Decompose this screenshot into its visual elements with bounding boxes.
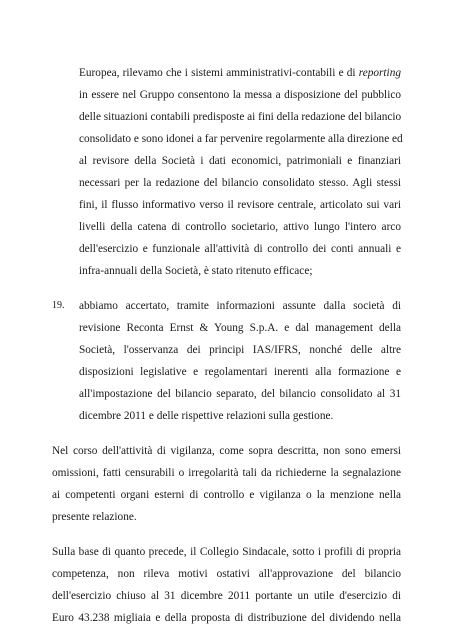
item19-number: 19. (52, 300, 65, 311)
item19-line-5: all'impostazione del bilancio separato, del bilancio consolidato al 31 (79, 388, 401, 400)
italic-term: reporting (358, 67, 401, 79)
para-collegio-line-3: dell'esercizio chiuso al 31 dicembre 2011 portante un utile d'esercizio di (52, 590, 401, 602)
para-vigilanza-line-3: ai competenti organi esterni di controllo e vigilanza o la menzione nella (52, 489, 401, 501)
item19-line-1: abbiamo accertato, tramite informazioni assunte dalla società di (79, 300, 401, 312)
item18-line-6: necessari per la redazione del bilancio consolidato stesso. Agli stessi (79, 177, 401, 189)
para-vigilanza-line-1: Nel corso dell'attività di vigilanza, come sopra descritta, non sono emersi (52, 445, 401, 457)
item19-line-2: revisione Reconta Ernst & Young S.p.A. e dal management della (79, 322, 401, 334)
item18-line-3: delle situazioni contabili predisposte ai fini della redazione del bilancio (79, 111, 402, 123)
item18-line-9: dell'esercizio e funzionale all'attività di controllo dei conti annuali e (79, 243, 401, 255)
item18-line-10: infra-annuali della Società, è stato ritenuto efficace; (79, 265, 313, 277)
item19-line-4: disposizioni legislative e regolamentari inerenti alla formazione e (79, 366, 401, 378)
item18-line-8: livelli della catena di controllo societario, attivo lungo l'intero arco (79, 221, 401, 233)
para-vigilanza-line-4: presente relazione. (52, 511, 137, 523)
para-collegio-line-1: Sulla base di quanto precede, il Collegio Sindacale, sotto i profili di propria (52, 546, 401, 558)
para-collegio-line-2: competenza, non rileva motivi ostativi all'approvazione del bilancio (52, 568, 401, 580)
item18-line-4: consolidato e sono idonei a far pervenire regolarmente alla direzione ed (79, 133, 403, 145)
item19-line-3: Società, l'osservanza dei principi IAS/IFRS, nonché delle altre (79, 344, 401, 356)
item18-line-7: fini, il flusso informativo verso il revisore centrale, articolato sui vari (79, 199, 401, 211)
para-collegio-line-4: Euro 43.238 migliaia e della proposta di distribuzione del dividendo nella (52, 612, 401, 624)
item18-line-2: in essere nel Gruppo consentono la messa a disposizione del pubblico (79, 89, 401, 101)
item18-line-1: Europea, rilevamo che i sistemi amministrativi-contabili e di reporting (79, 67, 401, 79)
item19-line-6: dicembre 2011 e delle rispettive relazioni sulla gestione. (79, 410, 334, 422)
item18-line-5: al revisore della Società i dati economici, patrimoniali e finanziari (79, 155, 401, 167)
para-vigilanza-line-2: omissioni, fatti censurabili o irregolarità tali da richiederne la segnalazione (52, 467, 401, 479)
